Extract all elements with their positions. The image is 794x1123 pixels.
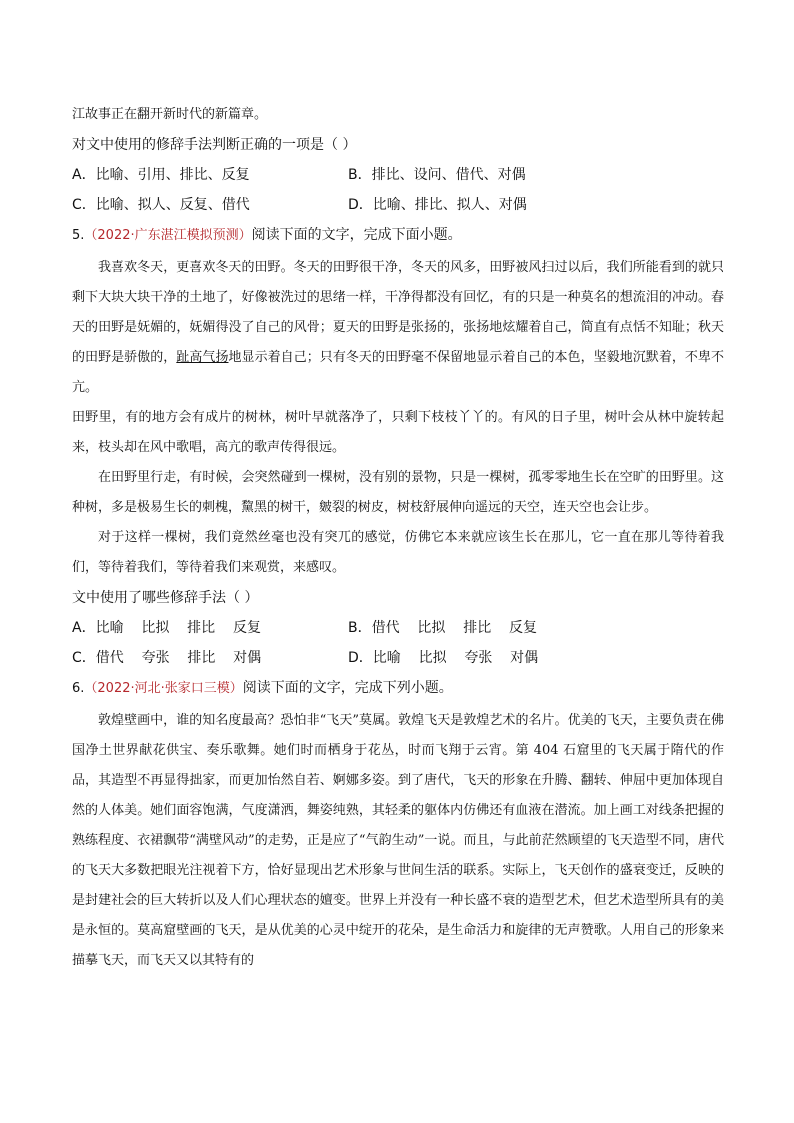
q5-option-c[interactable]: C．借代 夸张 排比 对偶 — [72, 650, 262, 666]
q5-question-stem: 文中使用了哪些修辞手法（ ） — [72, 590, 259, 606]
q4-passage-tail: 江故事正在翻开新时代的新篇章。 — [72, 107, 268, 122]
q5-header — [72, 220, 724, 251]
q4-options-row-2 — [72, 190, 724, 220]
q5-paragraph-3: 在田野里行走，有时候，会突然碰到一棵树，没有别的景物，只是一棵树，孤零零地生长在空旷的田野里。这种树，多是极易生长的刺槐，黧黑的树干，皴裂的树皮，树枝舒展伸向遥远的天空，连天空也会让步。 — [72, 470, 724, 515]
q4-option-b[interactable]: B．排比、设问、借代、对偶 — [348, 167, 526, 183]
document-page — [72, 100, 724, 976]
q5-p1-text-a: 我喜欢冬天，更喜欢冬天的田野。冬天的田野很干净，冬天的风多，田野被风扫过以后，我们所能看到的就只剩下大块大块干净的土地了，好像被洗过的思绪一样，干净得都没有回忆，有的只是一种莫名的想流泪的冲动。春天的田野是妩媚的，妩媚得没了自己的风骨；夏天的田野是张扬的，张扬地炫耀着自己，简直有点恬不知耻；秋天的田野是骄傲的， — [72, 260, 724, 365]
q6-instruction: 阅读下面的文字，完成下列小题。 — [242, 680, 453, 696]
q6-source: （2022·河北·张家口三模） — [84, 681, 243, 696]
q5-paragraph-2: 田野里，有的地方会有成片的树林，树叶早就落净了，只剩下枝枝丫丫的。有风的日子里，树叶会从林中旋转起来，枝头却在风中歌唱，高亢的歌声传得很远。 — [72, 410, 724, 455]
q6-number: 6. — [72, 681, 85, 696]
q5-source: （2022·广东湛江模拟预测） — [84, 228, 252, 243]
q4-option-c[interactable]: C．比喻、拟人、反复、借代 — [72, 197, 250, 213]
q5-option-a[interactable]: A．比喻 比拟 排比 反复 — [72, 620, 261, 636]
q5-paragraph-1 — [72, 253, 724, 403]
q6-paragraph-1: 敦煌壁画中，谁的知名度最高？恐怕非“飞天”莫属。敦煌飞天是敦煌艺术的名片。优美的飞天，主要负责在佛国净土世界献花供宝、奏乐歌舞。她们时而栖身于花丛，时而飞翔于云宵。第 404 石窟里的飞天属于隋代的作品，其造型不再显得拙家，而更加怡然自若、婀娜多姿。到了唐代，飞天的形象在升腾、翻转、伸屈中更加体现自然的人体美。她们面容饱满，气度潇洒，舞姿纯熟，其轻柔的躯体内仿佛还有血液在潜流。加上画工对线条把握的熟练程度、衣裙飘带“满壁风动”的走势，正是应了“气韵生动”一说。而且，与此前茫然顾望的飞天造型不同，唐代的飞天大多数把眼光注视着下方，恰好显现出艺术形象与世间生活的联系。实际上，飞天创作的盛衰变迁，反映的是封建社会的巨大转折以及人们心理状态的嬗变。世界上并没有一种长盛不衰的造型艺术，但艺术造型所具有的美是永恒的。莫高窟壁画的飞天，是从优美的心灵中绽开的花朵，是生命活力和旋律的无声赞歌。人用自己的形象来描摹飞天，而飞天又以其特有的 — [72, 713, 724, 968]
q4-option-d[interactable]: D．比喻、排比、拟人、对偶 — [348, 197, 527, 213]
q6-header — [72, 673, 724, 704]
q5-options-row-2 — [72, 643, 724, 673]
q5-paragraph-4: 对于这样一棵树，我们竟然丝毫也没有突兀的感觉，仿佛它本来就应该生长在那儿，它一直在那儿等待着我们，等待着我们，等待着我们来观赏，来感叹。 — [72, 530, 724, 575]
q4-question-stem: 对文中使用的修辞手法判断正确的一项是（ ） — [72, 137, 357, 153]
q4-options-row-1 — [72, 160, 724, 190]
q4-option-a[interactable]: A．比喻、引用、排比、反复 — [72, 167, 250, 183]
q5-p1-text-b: 地显示着自己；只有冬天的田野毫不保留地显示着自己的本色，坚毅地沉默着，不卑不亢。 — [72, 350, 724, 395]
q5-options-row-1 — [72, 613, 724, 643]
q5-option-d[interactable]: D．比喻 比拟 夸张 对偶 — [348, 650, 539, 666]
q5-option-b[interactable]: B．借代 比拟 排比 反复 — [348, 620, 538, 636]
q5-number: 5. — [72, 228, 85, 243]
q5-p1-underlined: 趾高气扬 — [176, 350, 229, 365]
q5-instruction: 阅读下面的文字，完成下面小题。 — [251, 227, 462, 243]
